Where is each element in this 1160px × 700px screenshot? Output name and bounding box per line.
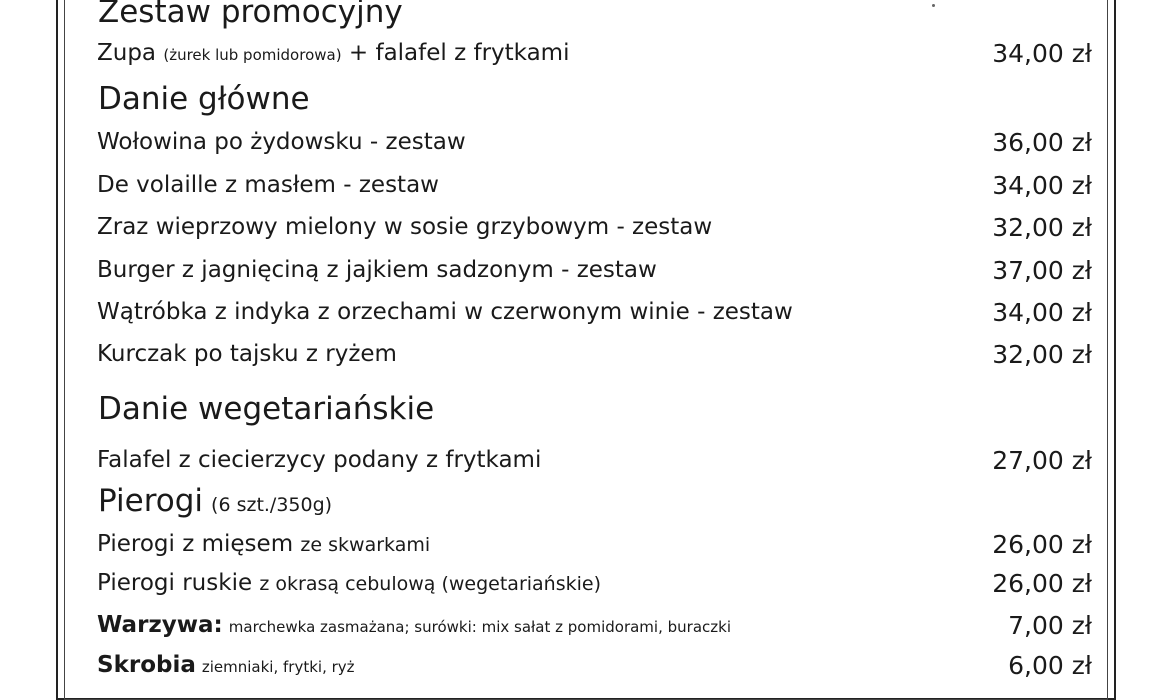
item-price-main: 34,00 zł: [992, 171, 1092, 200]
menu-item-main: Wątróbka z indyka z orzechami w czerwonym winie - zestaw: [97, 299, 793, 325]
item-name-note: (żurek lub pomidorowa): [163, 46, 342, 64]
item-name-main: Pierogi z mięsem: [97, 531, 294, 557]
side-label: Warzywa:: [97, 612, 223, 638]
menu-item-pierogi: [97, 533, 430, 556]
item-price-starch: 6,00 zł: [1008, 651, 1092, 680]
menu-item-main: Wołowina po żydowsku - zestaw: [97, 129, 466, 155]
section-title-promo: Zestaw promocyjny: [98, 0, 403, 30]
menu-item-vegetables: [97, 614, 731, 637]
item-price-pierogi: 26,00 zł: [992, 530, 1092, 559]
item-price-main: 36,00 zł: [992, 128, 1092, 157]
menu-item-vegetarian: Falafel z ciecierzycy podany z frytkami: [97, 447, 542, 473]
menu-item-main: Burger z jagnięciną z jajkiem sadzonym - zestaw: [97, 257, 657, 283]
item-price-vegetables: 7,00 zł: [1008, 611, 1092, 640]
menu-item-main: Zraz wieprzowy mielony w sosie grzybowym - zestaw: [97, 214, 713, 240]
item-name-note: ze skwarkami: [300, 534, 431, 556]
item-name-main: Zupa: [97, 40, 157, 66]
item-price-pierogi: 26,00 zł: [992, 569, 1092, 598]
side-desc: marchewka zasmażana; surówki: mix sałat z pomidorami, buraczki: [228, 618, 731, 636]
side-desc: ziemniaki, frytki, ryż: [201, 658, 355, 676]
item-name-note: z okrasą cebulową (wegetariańskie): [259, 573, 602, 595]
print-speck: [932, 4, 935, 7]
menu-item-promo: [97, 42, 569, 65]
section-title-pierogi: [98, 483, 333, 519]
item-price-vegetarian: 27,00 zł: [992, 446, 1092, 475]
item-name-rest: + falafel z frytkami: [348, 40, 570, 66]
menu-item-main: Kurczak po tajsku z ryżem: [97, 341, 397, 367]
section-title-mains: Danie główne: [98, 81, 310, 117]
section-title-text: Pierogi: [98, 483, 204, 519]
section-title-note: (6 szt./350g): [211, 494, 333, 516]
item-name-main: Pierogi ruskie: [97, 570, 253, 596]
menu-item-pierogi: [97, 572, 601, 595]
menu-item-main: De volaille z masłem - zestaw: [97, 172, 439, 198]
item-price-main: 32,00 zł: [992, 340, 1092, 369]
menu-item-starch: [97, 654, 355, 677]
section-title-vegetarian: Danie wegetariańskie: [98, 391, 435, 427]
item-price-main: 32,00 zł: [992, 213, 1092, 242]
item-price-main: 37,00 zł: [992, 256, 1092, 285]
side-label: Skrobia: [97, 652, 196, 678]
item-price-promo: 34,00 zł: [992, 39, 1092, 68]
item-price-main: 34,00 zł: [992, 298, 1092, 327]
